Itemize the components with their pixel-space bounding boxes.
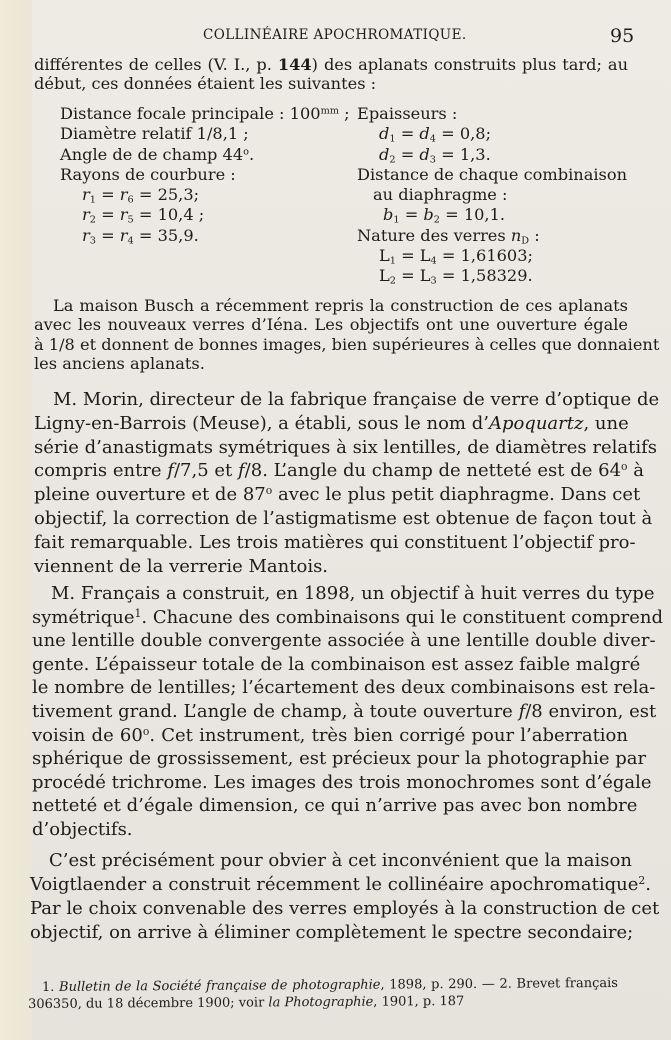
text-line: viennent de la verrerie Mantois. [34, 555, 329, 577]
radius-row: $r_2 = r_5 = 10,4$ ; [82, 205, 205, 226]
text-line: les anciens aplanats. [34, 354, 205, 374]
text-line: pleine ouverture et de 87$^o$ avec le plus petit diaphragme. Dans cet [34, 484, 641, 506]
text-line: La maison Busch a récemment repris la construction de ces aplanats [53, 296, 628, 315]
distance-label: Distance de chaque combinaison [357, 164, 628, 184]
lens-data-left [60, 104, 350, 246]
paragraph-morin [34, 388, 660, 578]
text-line: une lentille double convergente associée à une lentille double diver- [32, 630, 656, 652]
page-margin [0, 0, 30, 1040]
text-line: voisin de 60$^o$. Cet instrument, très bien corrigé pour l’aberration [32, 724, 628, 746]
thickness-label: Epaisseurs : [357, 104, 458, 123]
text-line: sphérique de grossissement, est précieux pour la photographie par [32, 748, 647, 770]
paragraph-voigtlaender [30, 849, 660, 945]
product-name: Apoquartz [488, 412, 584, 434]
footnote-line: 1. Bulletin de la Société française de photographie, 1898, p. 290. — 2. Brevet français [41, 975, 618, 995]
paragraph-busch [34, 296, 660, 374]
footnote-ref: 2 [638, 874, 646, 888]
text-line: le nombre de lentilles; l’écartement des deux combinaisons est rela- [32, 677, 656, 699]
text-line: procédé trichrome. Les images des trois monochromes sont d’égale [32, 771, 652, 793]
text-line: début, ces données étaient les suivantes : [34, 74, 377, 93]
text-line: Par le choix convenable des verres employés à la construction de cet [30, 898, 660, 919]
paragraph-francais [32, 582, 664, 842]
field-angle: Angle de de champ 44$^o$. [60, 144, 255, 164]
text-line: C’est précisément pour obvier à cet inconvénient que la maison [49, 850, 632, 871]
distance-row: $b_1 = b_2 = 10,1$. [383, 205, 506, 226]
focal-length: Distance focale principale : $100^{mm}$ ; [60, 104, 350, 123]
running-head [0, 26, 671, 48]
radius-row: $r_1 = r_6 = 25,3$; [82, 185, 200, 206]
glass-label: Nature des verres $n_D$ : [357, 225, 540, 247]
page-reference: 144 [277, 55, 312, 74]
glass-row: $L_1 = L_4 = 1,61603$; [379, 246, 533, 267]
text-line: tivement grand. L’angle de champ, à toute ouverture f/8 environ, est [32, 700, 657, 722]
running-title: COLLINÉAIRE APOCHROMATIQUE. [203, 27, 467, 43]
text-line: avec les nouveaux verres d’Iéna. Les objectifs ont une ouverture égale [34, 315, 628, 335]
text-line: netteté et d’égale dimension, ce qui n’arrive pas avec bon nombre [32, 795, 638, 817]
relative-diameter: Diamètre relatif 1/8,1 ; [60, 124, 249, 144]
thickness-row: $d_2 = d_3 = 1,3$. [379, 144, 491, 166]
text-line: Ligny-en-Barrois (Meuse), a établi, sous le nom d’Apoquartz, une [34, 412, 629, 434]
footnote-ref: 1 [134, 606, 142, 620]
text-line: objectif, on arrive à éliminer complètement le spectre secondaire; [30, 922, 634, 943]
footnotes [28, 975, 618, 1013]
text-line: série d’anastigmats symétriques à six lentilles, de diamètres relatifs [34, 436, 657, 458]
text-line: compris entre f/7,5 et f/8. L’angle du champ de netteté est de 64$^o$ à [34, 460, 645, 482]
text-line: symétrique$^1$. Chacune des combinaisons qui le constituent comprend [32, 606, 664, 628]
paragraph-intro [34, 55, 628, 93]
thickness-row: $d_1 = d_4 = 0,8$; [379, 124, 492, 145]
text-line: fait remarquable. Les trois matières qui constituent l’objectif pro- [34, 531, 636, 553]
text-line: d’objectifs. [32, 818, 133, 840]
text-line: à 1/8 et donnent de bonnes images, bien supérieures à celles que donnaient [34, 334, 660, 354]
lens-data-right [357, 104, 627, 287]
footnote-line: 306350, du 18 décembre 1900; voir la Photographie, 1901, p. 187 [28, 994, 465, 1013]
glass-row: $L_2 = L_3 = 1,58329$. [379, 266, 533, 287]
text-line: objectif, la correction de l’astigmatisme est obtenue de façon tout à [34, 507, 653, 529]
page-number: 95 [610, 25, 635, 47]
text-line: M. Français a construit, en 1898, un objectif à huit verres du type [51, 583, 655, 604]
text-line: M. Morin, directeur de la fabrique française de verre d’optique de [53, 389, 660, 410]
distance-label-cont: au diaphragme : [373, 185, 508, 205]
text-line: différentes de celles (V. I., p. 144) des aplanats construits plus tard; au [34, 55, 628, 74]
text-line: Voigtlaender a construit récemment le collinéaire apochromatique$^2$. [30, 874, 652, 895]
text-line: gente. L’épaisseur totale de la combinaison est assez faible malgré [32, 653, 641, 675]
radius-row: $r_3 = r_4 = 35,9$. [82, 225, 199, 247]
radii-label: Rayons de courbure : [60, 164, 236, 184]
